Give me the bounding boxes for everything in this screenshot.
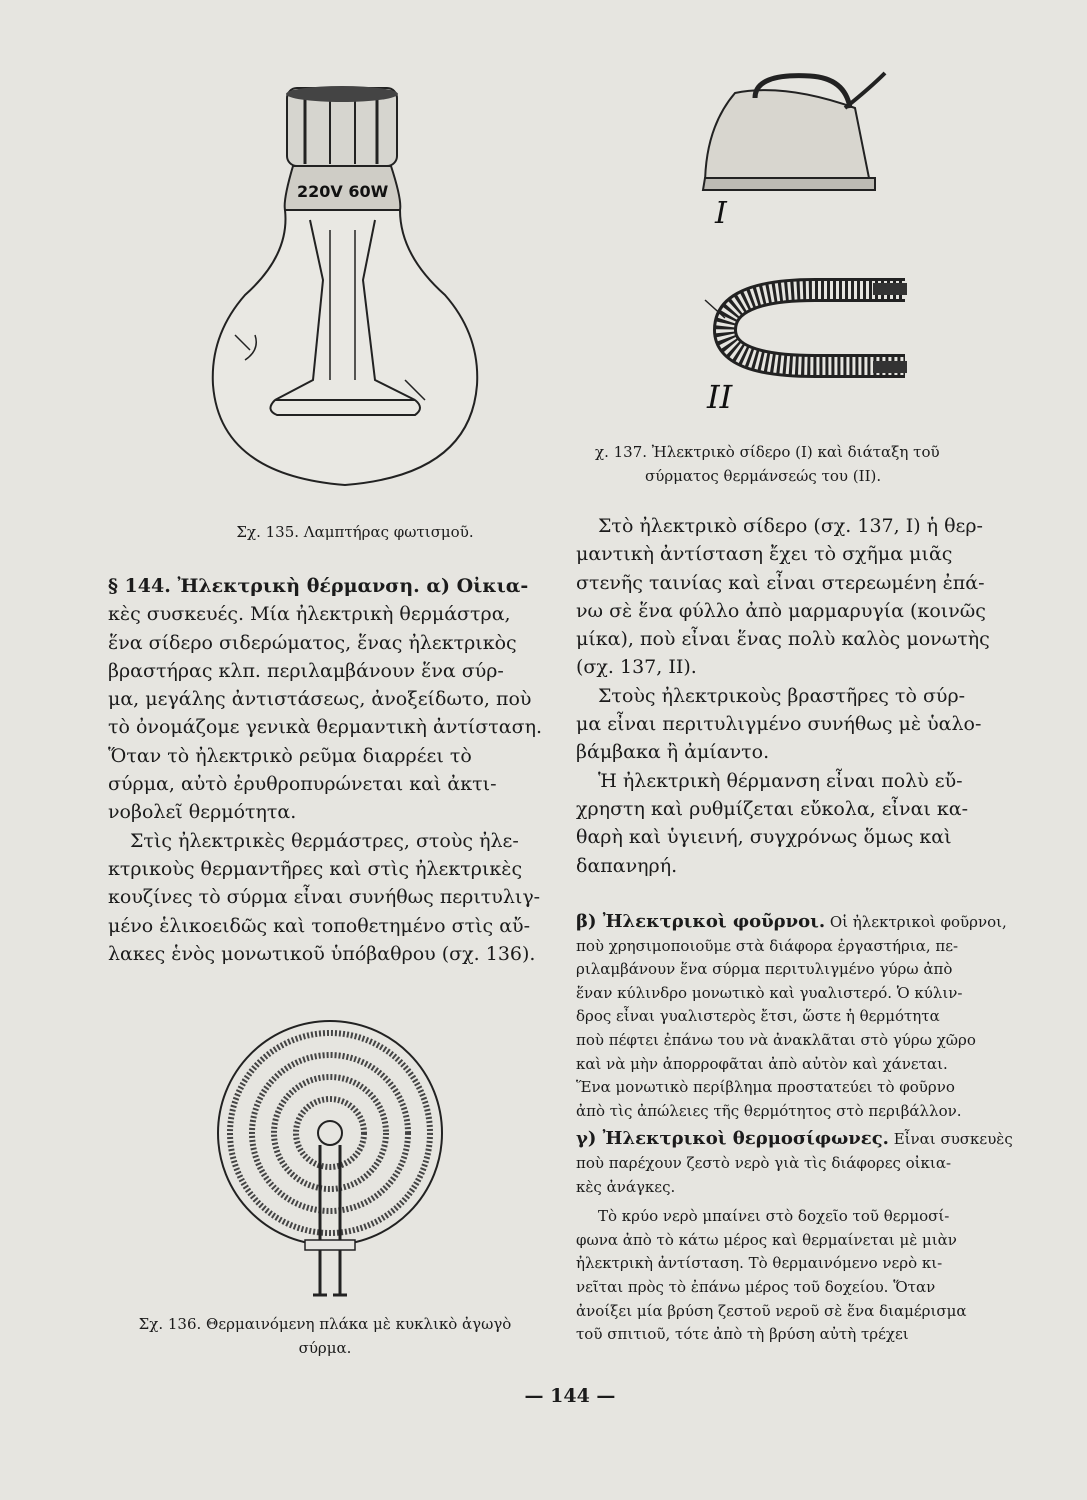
iron-label-two: II bbox=[707, 378, 733, 416]
left-column bbox=[108, 572, 546, 968]
left-line: κουζίνες τὸ σύρμα εἶναι συνήθως περιτυλιγ- bbox=[108, 886, 541, 909]
right-line: Ἡ ἠλεκτρικὴ θέρμανση εἶναι πολὺ εὔ- bbox=[598, 769, 963, 792]
left-line: κὲς συσκευές. Μία ἠλεκτρικὴ θερμάστρα, bbox=[108, 603, 511, 626]
right-line: μαντικὴ ἀντίσταση ἔχει τὸ σχῆμα μιᾶς bbox=[576, 543, 953, 566]
ovens-line: ριλαμβάνουν ἕνα σύρμα περιτυλιγμένο γύρω ἀπὸ bbox=[576, 960, 953, 979]
left-line: βραστήρας κλπ. περιλαμβάνουν ἕνα σύρ- bbox=[108, 659, 504, 682]
right-line: βάμβακα ἢ ἀμίαντο. bbox=[576, 741, 770, 764]
figure-137-caption-line1: χ. 137. Ἠλεκτρικὸ σίδερο (I) καὶ διάταξη τοῦ bbox=[595, 443, 940, 461]
ovens-line: ἀπὸ τὶς ἀπώλειες τῆς θερμότητος στὸ περιβάλλον. bbox=[576, 1101, 962, 1120]
water-heaters-line: ἠλεκτρικὴ ἀντίσταση. Τὸ θερμαινόμενο νερὸ κι- bbox=[576, 1254, 943, 1273]
ovens-line: καὶ νὰ μὴν ἀπορροφᾶται ἀπὸ αὐτὸν καὶ χάνεται. bbox=[576, 1054, 948, 1073]
left-line: κτρικοὺς θερμαντῆρες καὶ στὶς ἠλεκτρικὲς bbox=[108, 857, 523, 880]
left-line: ἕνα σίδερο σιδερώματος, ἕνας ἠλεκτρικὸς bbox=[108, 631, 517, 654]
page-number: — 144 — bbox=[524, 1385, 616, 1407]
right-line: (σχ. 137, II). bbox=[576, 656, 697, 679]
left-line: τὸ ὀνομάζομε γενικὰ θερμαντικὴ ἀντίσταση. bbox=[108, 716, 542, 739]
left-line: λακες ἑνὸς μονωτικοῦ ὑπόβαθρου (σχ. 136). bbox=[108, 942, 536, 965]
right-column-sub bbox=[576, 910, 1023, 1347]
water-heaters-first-text: Εἶναι συσκευὲς bbox=[888, 1130, 1013, 1149]
left-line: μα, μεγάλης ἀντιστάσεως, ἀνοξείδωτο, ποὺ bbox=[108, 688, 532, 711]
water-heaters-line: τοῦ σπιτιοῦ, τότε ἀπὸ τὴ βρύση αὐτὴ τρέχει bbox=[576, 1325, 909, 1344]
right-line: μα εἶναι περιτυλιγμένο συνήθως μὲ ὑαλο- bbox=[576, 713, 982, 736]
ovens-line: ἕναν κύλινδρο μονωτικὸ καὶ γυαλιστερό. Ὁ κύλιν- bbox=[576, 983, 963, 1002]
ovens-line: ποὺ πέφτει ἐπάνω του νὰ ἀνακλᾶται στὸ γύρω χῶρο bbox=[576, 1030, 976, 1049]
lamp-drawing bbox=[205, 80, 505, 525]
water-heaters-line: ποὺ παρέχουν ζεστὸ νερὸ γιὰ τὶς διάφορες οἰκια- bbox=[576, 1153, 952, 1172]
right-line: δαπανηρή. bbox=[576, 854, 678, 877]
right-column-main bbox=[576, 512, 1023, 880]
figure-137-iron bbox=[695, 68, 925, 438]
lamp-label: 220V 60W bbox=[297, 182, 389, 201]
right-line: στενῆς ταινίας καὶ εἶναι στερεωμένη ἐπά- bbox=[576, 571, 985, 594]
section-heading: § 144. Ἠλεκτρικὴ θέρμανση. α) Οἰκια- bbox=[108, 575, 529, 597]
right-line: μίκα), ποὺ εἶναι ἕνας πολὺ καλὸς μονωτὴς bbox=[576, 628, 990, 651]
ovens-line: Ἕνα μονωτικὸ περίβλημα προστατεύει τὸ φοῦρνο bbox=[576, 1078, 955, 1097]
ovens-heading: β) Ἠλεκτρικοὶ φοῦρνοι. bbox=[576, 911, 826, 932]
left-line: μένο ἑλικοειδῶς καὶ τοποθετημένο στὶς αὔ- bbox=[108, 914, 531, 937]
right-line: Στὸ ἠλεκτρικὸ σίδερο (σχ. 137, I) ἡ θερ- bbox=[598, 515, 983, 537]
figure-135-caption: Σχ. 135. Λαμπτήρας φωτισμοῦ. bbox=[236, 523, 474, 541]
water-heaters-heading: γ) Ἠλεκτρικοὶ θερμοσίφωνες. bbox=[576, 1128, 889, 1150]
figure-135-lamp bbox=[205, 80, 505, 525]
water-heaters-line: Τὸ κρύο νερὸ μπαίνει στὸ δοχεῖο τοῦ θερμοσί- bbox=[598, 1207, 950, 1226]
right-line: νω σὲ ἕνα φύλλο ἀπὸ μαρμαρυγία (κοινῶς bbox=[576, 599, 986, 622]
figure-136-caption-line2: σύρμα. bbox=[298, 1339, 352, 1357]
left-line: Ὅταν τὸ ἠλεκτρικὸ ρεῦμα διαρρέει τὸ bbox=[108, 744, 472, 767]
figure-136-caption-line1: Σχ. 136. Θερμαινόμενη πλάκα μὲ κυκλικὸ ἀγωγὸ bbox=[138, 1315, 512, 1333]
water-heaters-line: ἀνοίξει μία βρύση ζεστοῦ νεροῦ σὲ ἕνα διαμέρισμα bbox=[576, 1301, 967, 1320]
left-line: σύρμα, αὐτὸ ἐρυθροπυρώνεται καὶ ἀκτι- bbox=[108, 773, 497, 796]
water-heaters-line: νεῖται πρὸς τὸ ἐπάνω μέρος τοῦ δοχείου. Ὅταν bbox=[576, 1277, 936, 1296]
ovens-line: ποὺ χρησιμοποιοῦμε στὰ διάφορα ἐργαστήρια, πε- bbox=[576, 936, 959, 955]
right-line: θαρὴ καὶ ὑγιεινή, συγχρόνως ὅμως καὶ bbox=[576, 826, 952, 849]
ovens-first-text: Οἱ ἠλεκτρικοὶ φοῦρνοι, bbox=[825, 913, 1007, 931]
water-heaters-line: φωνα ἀπὸ τὸ κάτω μέρος καὶ θερμαίνεται μὲ μιὰν bbox=[576, 1230, 957, 1249]
ovens-line: δρος εἶναι γυαλιστερὸς ἔτσι, ὥστε ἡ θερμότητα bbox=[576, 1007, 940, 1026]
water-heaters-line: κὲς ἀνάγκες. bbox=[576, 1177, 676, 1196]
figure-137-caption bbox=[590, 440, 1030, 488]
figure-137-caption-line2: σύρματος θερμάνσεώς του (II). bbox=[645, 467, 882, 485]
iron-label-one: I bbox=[715, 196, 727, 231]
figure-136-caption bbox=[95, 1312, 555, 1360]
left-line: νοβολεῖ θερμότητα. bbox=[108, 801, 297, 824]
right-line: Στοὺς ἠλεκτρικοὺς βραστῆρες τὸ σύρ- bbox=[598, 684, 966, 707]
left-line: Στὶς ἠλεκτρικὲς θερμάστρες, στοὺς ἠλε- bbox=[130, 829, 519, 852]
figure-136-heating-plate bbox=[205, 1015, 465, 1310]
heating-plate-drawing bbox=[205, 1015, 465, 1310]
iron-drawing bbox=[695, 68, 925, 438]
right-line: χρηστη καὶ ρυθμίζεται εὔκολα, εἶναι κα- bbox=[576, 797, 969, 820]
